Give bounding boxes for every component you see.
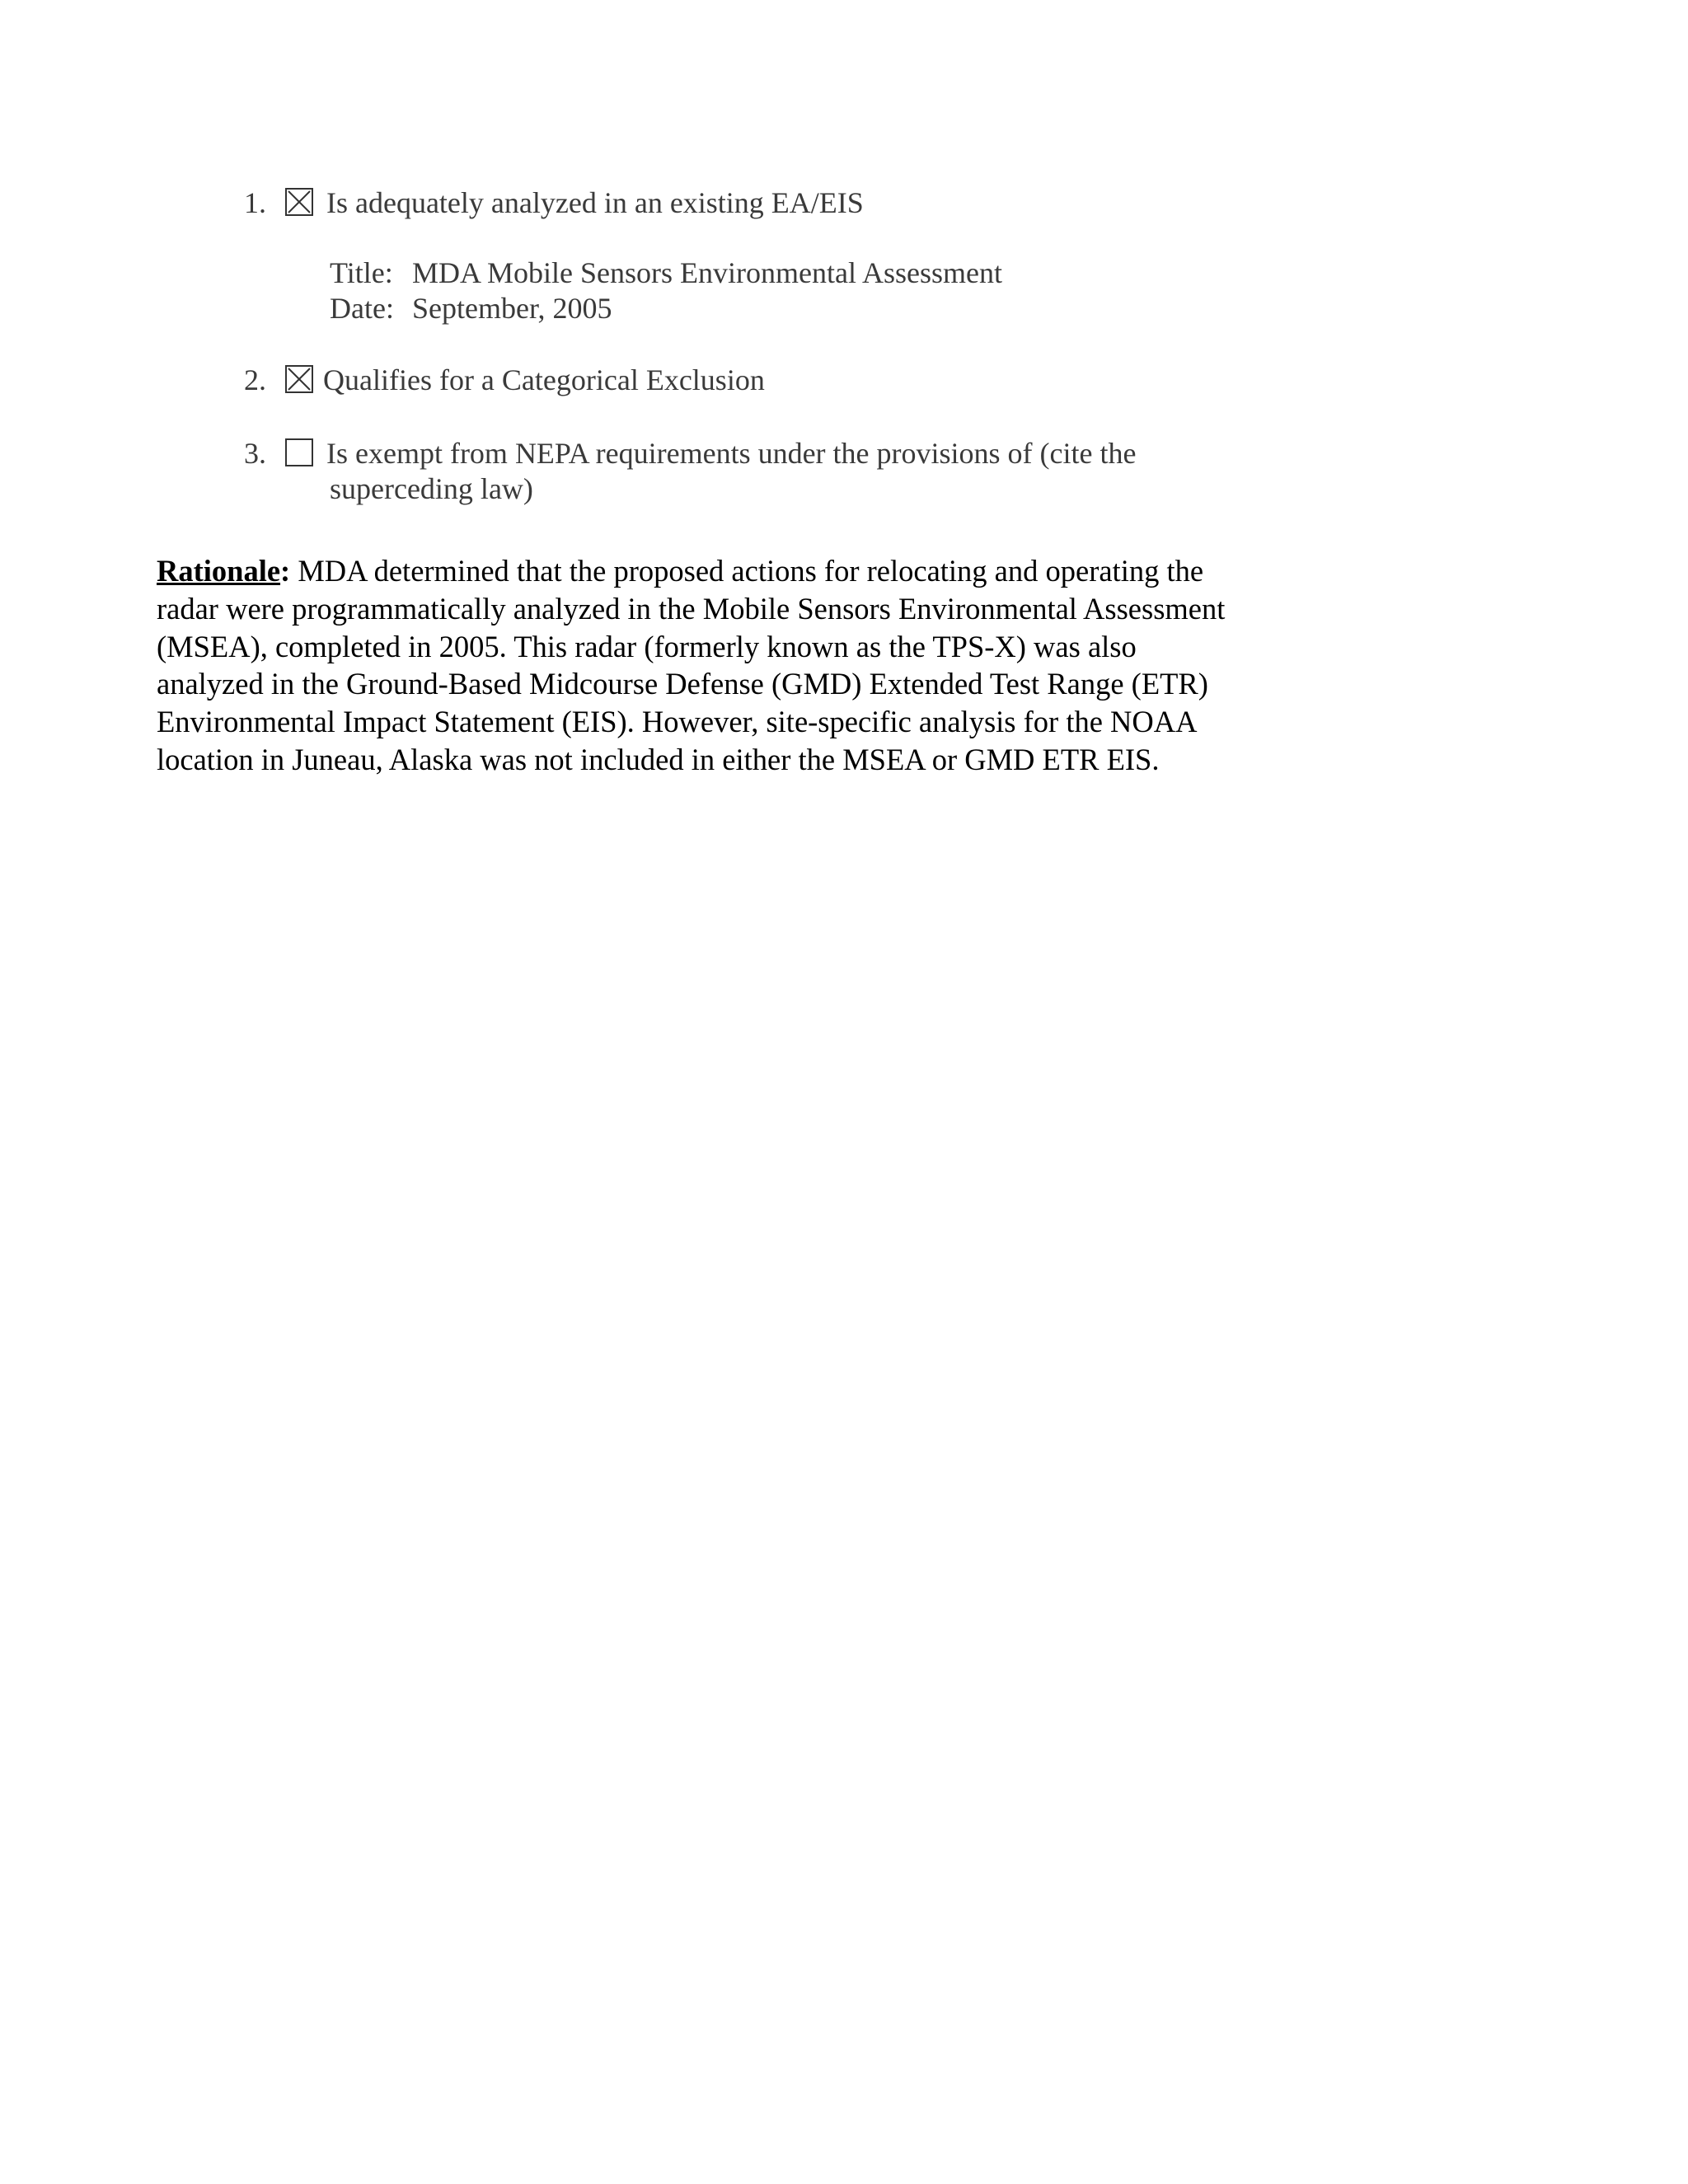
checkbox-checked-icon[interactable] xyxy=(285,365,313,393)
rationale-colon: : xyxy=(280,554,291,588)
item-number: 3. xyxy=(244,437,266,470)
ea-date-line xyxy=(330,290,612,326)
item-text: Is adequately analyzed in an existing EA/EIS xyxy=(326,186,864,219)
item-number: 1. xyxy=(244,186,266,219)
rationale-label: Rationale xyxy=(157,554,281,588)
rationale-line-5: Environmental Impact Statement (EIS). However, site-specific analysis for the NOAA xyxy=(157,705,1198,739)
date-label: Date: xyxy=(330,292,394,325)
title-value: MDA Mobile Sensors Environmental Assessment xyxy=(412,256,1002,289)
item-text: Is exempt from NEPA requirements under the provisions of (cite the xyxy=(326,437,1137,470)
ea-title-line xyxy=(330,255,1002,291)
rationale-line-4: analyzed in the Ground-Based Midcourse Defense (GMD) Extended Test Range (ETR) xyxy=(157,667,1208,701)
rationale-line-6: location in Juneau, Alaska was not included in either the MSEA or GMD ETR EIS. xyxy=(157,742,1160,776)
title-label: Title: xyxy=(330,256,393,289)
rationale-paragraph xyxy=(157,552,1360,779)
item-number: 2. xyxy=(244,363,266,396)
rationale-text: MDA determined that the proposed actions for relocating and operating the xyxy=(290,554,1204,588)
rationale-line-3: (MSEA), completed in 2005. This radar (formerly known as the TPS-X) was also xyxy=(157,629,1137,663)
rationale-line-1 xyxy=(157,552,1360,590)
date-value: September, 2005 xyxy=(412,292,612,325)
checkbox-checked-icon[interactable] xyxy=(285,188,313,216)
item-text: Qualifies for a Categorical Exclusion xyxy=(323,363,765,396)
item-3-text-continued: superceding law) xyxy=(330,472,533,505)
rationale-line-2: radar were programmatically analyzed in the Mobile Sensors Environmental Assessment xyxy=(157,591,1226,626)
checkbox-unchecked-icon[interactable] xyxy=(285,438,313,466)
